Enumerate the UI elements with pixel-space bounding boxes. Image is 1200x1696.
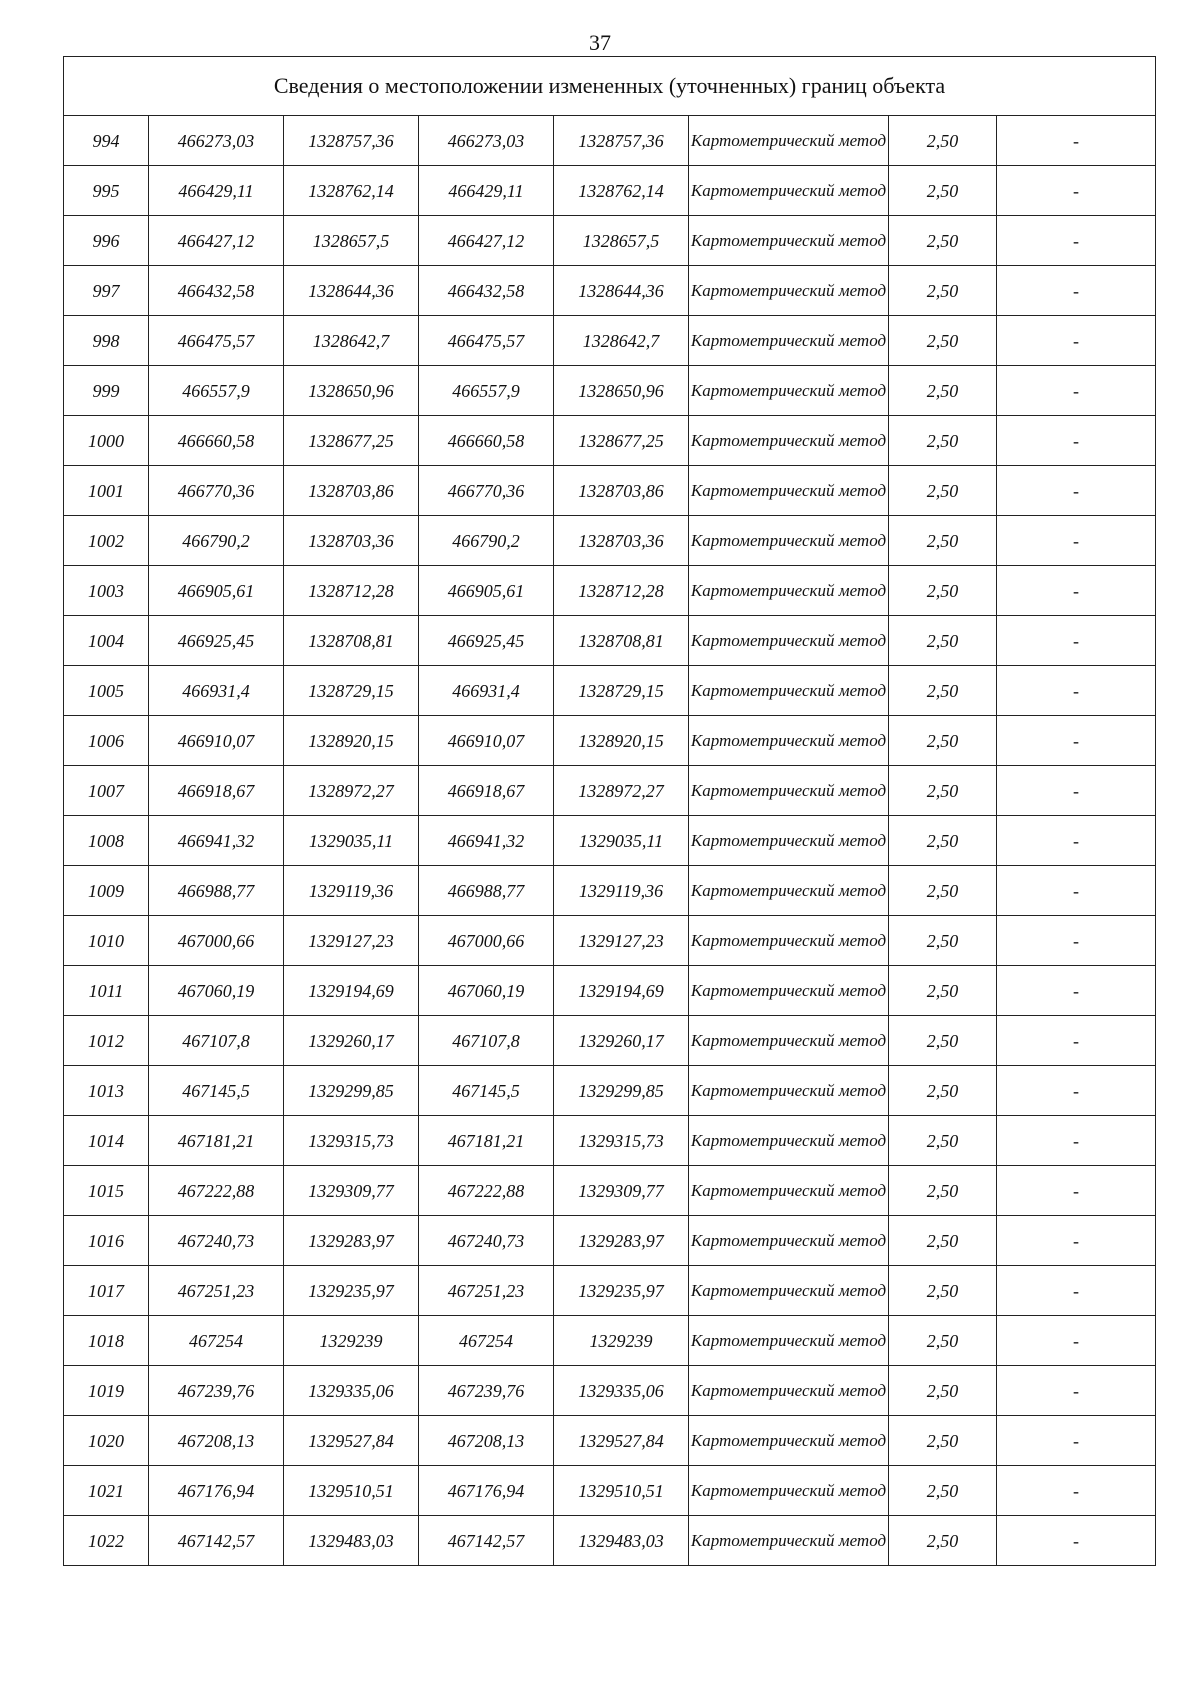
existing-y-cell: 1328677,25 — [284, 416, 419, 466]
description-cell: - — [997, 1266, 1156, 1316]
method-cell: Картометрический метод — [689, 966, 889, 1016]
existing-x-cell: 466941,32 — [149, 816, 284, 866]
existing-x-cell: 467240,73 — [149, 1216, 284, 1266]
point-number-cell: 1013 — [64, 1066, 149, 1116]
table-row — [64, 466, 1156, 516]
table-row — [64, 1366, 1156, 1416]
description-cell: - — [997, 1516, 1156, 1566]
point-number-cell: 1018 — [64, 1316, 149, 1366]
new-y-cell: 1329335,06 — [554, 1366, 689, 1416]
new-x-cell: 466475,57 — [419, 316, 554, 366]
description-cell: - — [997, 1366, 1156, 1416]
method-cell: Картометрический метод — [689, 1066, 889, 1116]
point-number-cell: 1004 — [64, 616, 149, 666]
table-row — [64, 366, 1156, 416]
table-row — [64, 1166, 1156, 1216]
point-number-cell: 999 — [64, 366, 149, 416]
new-y-cell: 1329239 — [554, 1316, 689, 1366]
new-x-cell: 466770,36 — [419, 466, 554, 516]
new-y-cell: 1329527,84 — [554, 1416, 689, 1466]
accuracy-cell: 2,50 — [889, 566, 997, 616]
accuracy-cell: 2,50 — [889, 1166, 997, 1216]
new-y-cell: 1329194,69 — [554, 966, 689, 1016]
existing-y-cell: 1329299,85 — [284, 1066, 419, 1116]
existing-x-cell: 466925,45 — [149, 616, 284, 666]
point-number-cell: 997 — [64, 266, 149, 316]
point-number-cell: 1022 — [64, 1516, 149, 1566]
new-x-cell: 467251,23 — [419, 1266, 554, 1316]
description-cell: - — [997, 716, 1156, 766]
method-cell: Картометрический метод — [689, 116, 889, 166]
method-cell: Картометрический метод — [689, 416, 889, 466]
method-cell: Картометрический метод — [689, 566, 889, 616]
existing-y-cell: 1328642,7 — [284, 316, 419, 366]
existing-y-cell: 1329127,23 — [284, 916, 419, 966]
table-row — [64, 516, 1156, 566]
new-x-cell: 466429,11 — [419, 166, 554, 216]
description-cell: - — [997, 866, 1156, 916]
existing-y-cell: 1329527,84 — [284, 1416, 419, 1466]
description-cell: - — [997, 416, 1156, 466]
accuracy-cell: 2,50 — [889, 266, 997, 316]
existing-y-cell: 1329119,36 — [284, 866, 419, 916]
accuracy-cell: 2,50 — [889, 816, 997, 866]
description-cell: - — [997, 216, 1156, 266]
existing-x-cell: 467251,23 — [149, 1266, 284, 1316]
table-row — [64, 416, 1156, 466]
table-row — [64, 666, 1156, 716]
method-cell: Картометрический метод — [689, 816, 889, 866]
accuracy-cell: 2,50 — [889, 616, 997, 666]
new-y-cell: 1328703,36 — [554, 516, 689, 566]
method-cell: Картометрический метод — [689, 1466, 889, 1516]
existing-y-cell: 1329239 — [284, 1316, 419, 1366]
existing-x-cell: 467107,8 — [149, 1016, 284, 1066]
accuracy-cell: 2,50 — [889, 516, 997, 566]
existing-y-cell: 1328644,36 — [284, 266, 419, 316]
accuracy-cell: 2,50 — [889, 166, 997, 216]
new-x-cell: 466905,61 — [419, 566, 554, 616]
existing-x-cell: 466660,58 — [149, 416, 284, 466]
existing-y-cell: 1329283,97 — [284, 1216, 419, 1266]
description-cell: - — [997, 1116, 1156, 1166]
new-y-cell: 1329283,97 — [554, 1216, 689, 1266]
existing-x-cell: 466427,12 — [149, 216, 284, 266]
accuracy-cell: 2,50 — [889, 1216, 997, 1266]
description-cell: - — [997, 1416, 1156, 1466]
existing-y-cell: 1328703,36 — [284, 516, 419, 566]
accuracy-cell: 2,50 — [889, 1466, 997, 1516]
existing-x-cell: 466432,58 — [149, 266, 284, 316]
existing-x-cell: 467239,76 — [149, 1366, 284, 1416]
method-cell: Картометрический метод — [689, 616, 889, 666]
existing-y-cell: 1328729,15 — [284, 666, 419, 716]
existing-x-cell: 467176,94 — [149, 1466, 284, 1516]
description-cell: - — [997, 1016, 1156, 1066]
table-row — [64, 766, 1156, 816]
point-number-cell: 1014 — [64, 1116, 149, 1166]
point-number-cell: 1002 — [64, 516, 149, 566]
new-y-cell: 1328703,86 — [554, 466, 689, 516]
new-y-cell: 1328650,96 — [554, 366, 689, 416]
new-x-cell: 466273,03 — [419, 116, 554, 166]
method-cell: Картометрический метод — [689, 516, 889, 566]
table-row — [64, 566, 1156, 616]
table-row — [64, 266, 1156, 316]
accuracy-cell: 2,50 — [889, 116, 997, 166]
new-x-cell: 466925,45 — [419, 616, 554, 666]
existing-x-cell: 466273,03 — [149, 116, 284, 166]
new-x-cell: 466660,58 — [419, 416, 554, 466]
new-y-cell: 1328757,36 — [554, 116, 689, 166]
existing-y-cell: 1329335,06 — [284, 1366, 419, 1416]
point-number-cell: 1021 — [64, 1466, 149, 1516]
new-y-cell: 1329315,73 — [554, 1116, 689, 1166]
existing-y-cell: 1328657,5 — [284, 216, 419, 266]
method-cell: Картометрический метод — [689, 266, 889, 316]
existing-y-cell: 1328703,86 — [284, 466, 419, 516]
method-cell: Картометрический метод — [689, 766, 889, 816]
new-x-cell: 467222,88 — [419, 1166, 554, 1216]
new-y-cell: 1328677,25 — [554, 416, 689, 466]
existing-x-cell: 466905,61 — [149, 566, 284, 616]
point-number-cell: 1016 — [64, 1216, 149, 1266]
new-y-cell: 1328712,28 — [554, 566, 689, 616]
existing-y-cell: 1328712,28 — [284, 566, 419, 616]
new-y-cell: 1328708,81 — [554, 616, 689, 666]
existing-x-cell: 466790,2 — [149, 516, 284, 566]
new-y-cell: 1328920,15 — [554, 716, 689, 766]
new-x-cell: 467254 — [419, 1316, 554, 1366]
accuracy-cell: 2,50 — [889, 1516, 997, 1566]
table-row — [64, 716, 1156, 766]
point-number-cell: 1003 — [64, 566, 149, 616]
existing-x-cell: 466910,07 — [149, 716, 284, 766]
accuracy-cell: 2,50 — [889, 666, 997, 716]
new-x-cell: 467240,73 — [419, 1216, 554, 1266]
method-cell: Картометрический метод — [689, 716, 889, 766]
new-x-cell: 466931,4 — [419, 666, 554, 716]
method-cell: Картометрический метод — [689, 466, 889, 516]
new-x-cell: 467208,13 — [419, 1416, 554, 1466]
existing-x-cell: 466918,67 — [149, 766, 284, 816]
new-x-cell: 466432,58 — [419, 266, 554, 316]
new-y-cell: 1329260,17 — [554, 1016, 689, 1066]
method-cell: Картометрический метод — [689, 1516, 889, 1566]
point-number-cell: 1015 — [64, 1166, 149, 1216]
method-cell: Картометрический метод — [689, 1366, 889, 1416]
table-row — [64, 1316, 1156, 1366]
existing-x-cell: 466429,11 — [149, 166, 284, 216]
point-number-cell: 995 — [64, 166, 149, 216]
point-number-cell: 1019 — [64, 1366, 149, 1416]
existing-x-cell: 467208,13 — [149, 1416, 284, 1466]
existing-y-cell: 1328708,81 — [284, 616, 419, 666]
existing-y-cell: 1329483,03 — [284, 1516, 419, 1566]
existing-x-cell: 466475,57 — [149, 316, 284, 366]
existing-y-cell: 1329315,73 — [284, 1116, 419, 1166]
description-cell: - — [997, 366, 1156, 416]
new-x-cell: 467181,21 — [419, 1116, 554, 1166]
new-x-cell: 467000,66 — [419, 916, 554, 966]
description-cell: - — [997, 116, 1156, 166]
table-row — [64, 1116, 1156, 1166]
new-y-cell: 1329510,51 — [554, 1466, 689, 1516]
point-number-cell: 1008 — [64, 816, 149, 866]
description-cell: - — [997, 916, 1156, 966]
method-cell: Картометрический метод — [689, 1016, 889, 1066]
new-x-cell: 466988,77 — [419, 866, 554, 916]
accuracy-cell: 2,50 — [889, 416, 997, 466]
new-x-cell: 466790,2 — [419, 516, 554, 566]
description-cell: - — [997, 1216, 1156, 1266]
point-number-cell: 1000 — [64, 416, 149, 466]
new-y-cell: 1328644,36 — [554, 266, 689, 316]
method-cell: Картометрический метод — [689, 1216, 889, 1266]
existing-y-cell: 1329194,69 — [284, 966, 419, 1016]
table-row — [64, 816, 1156, 866]
page-number: 37 — [589, 30, 611, 55]
existing-x-cell: 466931,4 — [149, 666, 284, 716]
description-cell: - — [997, 616, 1156, 666]
accuracy-cell: 2,50 — [889, 1366, 997, 1416]
accuracy-cell: 2,50 — [889, 1416, 997, 1466]
accuracy-cell: 2,50 — [889, 866, 997, 916]
new-x-cell: 466427,12 — [419, 216, 554, 266]
table-row — [64, 866, 1156, 916]
method-cell: Картометрический метод — [689, 1416, 889, 1466]
new-x-cell: 467142,57 — [419, 1516, 554, 1566]
point-number-cell: 1012 — [64, 1016, 149, 1066]
point-number-cell: 1011 — [64, 966, 149, 1016]
table-row — [64, 1516, 1156, 1566]
method-cell: Картометрический метод — [689, 366, 889, 416]
method-cell: Картометрический метод — [689, 166, 889, 216]
existing-x-cell: 467060,19 — [149, 966, 284, 1016]
new-y-cell: 1329035,11 — [554, 816, 689, 866]
new-y-cell: 1328642,7 — [554, 316, 689, 366]
existing-x-cell: 466557,9 — [149, 366, 284, 416]
point-number-cell: 1006 — [64, 716, 149, 766]
new-x-cell: 466910,07 — [419, 716, 554, 766]
existing-y-cell: 1328972,27 — [284, 766, 419, 816]
boundary-coordinates-table — [63, 56, 1156, 1566]
new-y-cell: 1329235,97 — [554, 1266, 689, 1316]
existing-x-cell: 467254 — [149, 1316, 284, 1366]
description-cell: - — [997, 516, 1156, 566]
method-cell: Картометрический метод — [689, 1266, 889, 1316]
accuracy-cell: 2,50 — [889, 716, 997, 766]
new-y-cell: 1328729,15 — [554, 666, 689, 716]
description-cell: - — [997, 166, 1156, 216]
existing-y-cell: 1329235,97 — [284, 1266, 419, 1316]
accuracy-cell: 2,50 — [889, 316, 997, 366]
existing-y-cell: 1329309,77 — [284, 1166, 419, 1216]
description-cell: - — [997, 966, 1156, 1016]
new-y-cell: 1328972,27 — [554, 766, 689, 816]
existing-y-cell: 1328650,96 — [284, 366, 419, 416]
new-x-cell: 466941,32 — [419, 816, 554, 866]
point-number-cell: 1005 — [64, 666, 149, 716]
new-x-cell: 466918,67 — [419, 766, 554, 816]
description-cell: - — [997, 1166, 1156, 1216]
description-cell: - — [997, 266, 1156, 316]
new-x-cell: 466557,9 — [419, 366, 554, 416]
description-cell: - — [997, 1316, 1156, 1366]
existing-x-cell: 467222,88 — [149, 1166, 284, 1216]
method-cell: Картометрический метод — [689, 866, 889, 916]
table-row — [64, 966, 1156, 1016]
accuracy-cell: 2,50 — [889, 766, 997, 816]
existing-x-cell: 467181,21 — [149, 1116, 284, 1166]
method-cell: Картометрический метод — [689, 916, 889, 966]
method-cell: Картометрический метод — [689, 1166, 889, 1216]
point-number-cell: 996 — [64, 216, 149, 266]
method-cell: Картометрический метод — [689, 1316, 889, 1366]
point-number-cell: 1007 — [64, 766, 149, 816]
method-cell: Картометрический метод — [689, 216, 889, 266]
accuracy-cell: 2,50 — [889, 916, 997, 966]
existing-y-cell: 1329035,11 — [284, 816, 419, 866]
description-cell: - — [997, 316, 1156, 366]
description-cell: - — [997, 1066, 1156, 1116]
table-row — [64, 916, 1156, 966]
table-row — [64, 1016, 1156, 1066]
existing-x-cell: 467000,66 — [149, 916, 284, 966]
accuracy-cell: 2,50 — [889, 966, 997, 1016]
table-row — [64, 1466, 1156, 1516]
table-row — [64, 1266, 1156, 1316]
new-y-cell: 1329309,77 — [554, 1166, 689, 1216]
description-cell: - — [997, 766, 1156, 816]
accuracy-cell: 2,50 — [889, 466, 997, 516]
new-x-cell: 467239,76 — [419, 1366, 554, 1416]
point-number-cell: 1010 — [64, 916, 149, 966]
table-row — [64, 166, 1156, 216]
new-y-cell: 1329483,03 — [554, 1516, 689, 1566]
existing-y-cell: 1329260,17 — [284, 1016, 419, 1066]
existing-x-cell: 466988,77 — [149, 866, 284, 916]
description-cell: - — [997, 566, 1156, 616]
existing-x-cell: 467145,5 — [149, 1066, 284, 1116]
table-row — [64, 216, 1156, 266]
accuracy-cell: 2,50 — [889, 1266, 997, 1316]
accuracy-cell: 2,50 — [889, 1316, 997, 1366]
new-y-cell: 1328657,5 — [554, 216, 689, 266]
existing-x-cell: 466770,36 — [149, 466, 284, 516]
point-number-cell: 1009 — [64, 866, 149, 916]
point-number-cell: 1017 — [64, 1266, 149, 1316]
new-x-cell: 467107,8 — [419, 1016, 554, 1066]
table-title: Сведения о местоположении измененных (уточненных) границ объекта — [64, 57, 1156, 116]
point-number-cell: 998 — [64, 316, 149, 366]
accuracy-cell: 2,50 — [889, 1116, 997, 1166]
accuracy-cell: 2,50 — [889, 366, 997, 416]
existing-y-cell: 1328757,36 — [284, 116, 419, 166]
new-y-cell: 1329299,85 — [554, 1066, 689, 1116]
method-cell: Картометрический метод — [689, 666, 889, 716]
existing-y-cell: 1328762,14 — [284, 166, 419, 216]
existing-x-cell: 467142,57 — [149, 1516, 284, 1566]
table-row — [64, 616, 1156, 666]
table-row — [64, 316, 1156, 366]
new-y-cell: 1329127,23 — [554, 916, 689, 966]
method-cell: Картометрический метод — [689, 316, 889, 366]
table-row — [64, 1216, 1156, 1266]
description-cell: - — [997, 1466, 1156, 1516]
point-number-cell: 1020 — [64, 1416, 149, 1466]
description-cell: - — [997, 666, 1156, 716]
accuracy-cell: 2,50 — [889, 1016, 997, 1066]
new-x-cell: 467145,5 — [419, 1066, 554, 1116]
new-y-cell: 1329119,36 — [554, 866, 689, 916]
new-x-cell: 467176,94 — [419, 1466, 554, 1516]
new-y-cell: 1328762,14 — [554, 166, 689, 216]
accuracy-cell: 2,50 — [889, 216, 997, 266]
description-cell: - — [997, 466, 1156, 516]
point-number-cell: 994 — [64, 116, 149, 166]
description-cell: - — [997, 816, 1156, 866]
table-row — [64, 1416, 1156, 1466]
table-title-row — [64, 57, 1156, 116]
method-cell: Картометрический метод — [689, 1116, 889, 1166]
point-number-cell: 1001 — [64, 466, 149, 516]
existing-y-cell: 1328920,15 — [284, 716, 419, 766]
new-x-cell: 467060,19 — [419, 966, 554, 1016]
accuracy-cell: 2,50 — [889, 1066, 997, 1116]
existing-y-cell: 1329510,51 — [284, 1466, 419, 1516]
table-row — [64, 116, 1156, 166]
table-row — [64, 1066, 1156, 1116]
